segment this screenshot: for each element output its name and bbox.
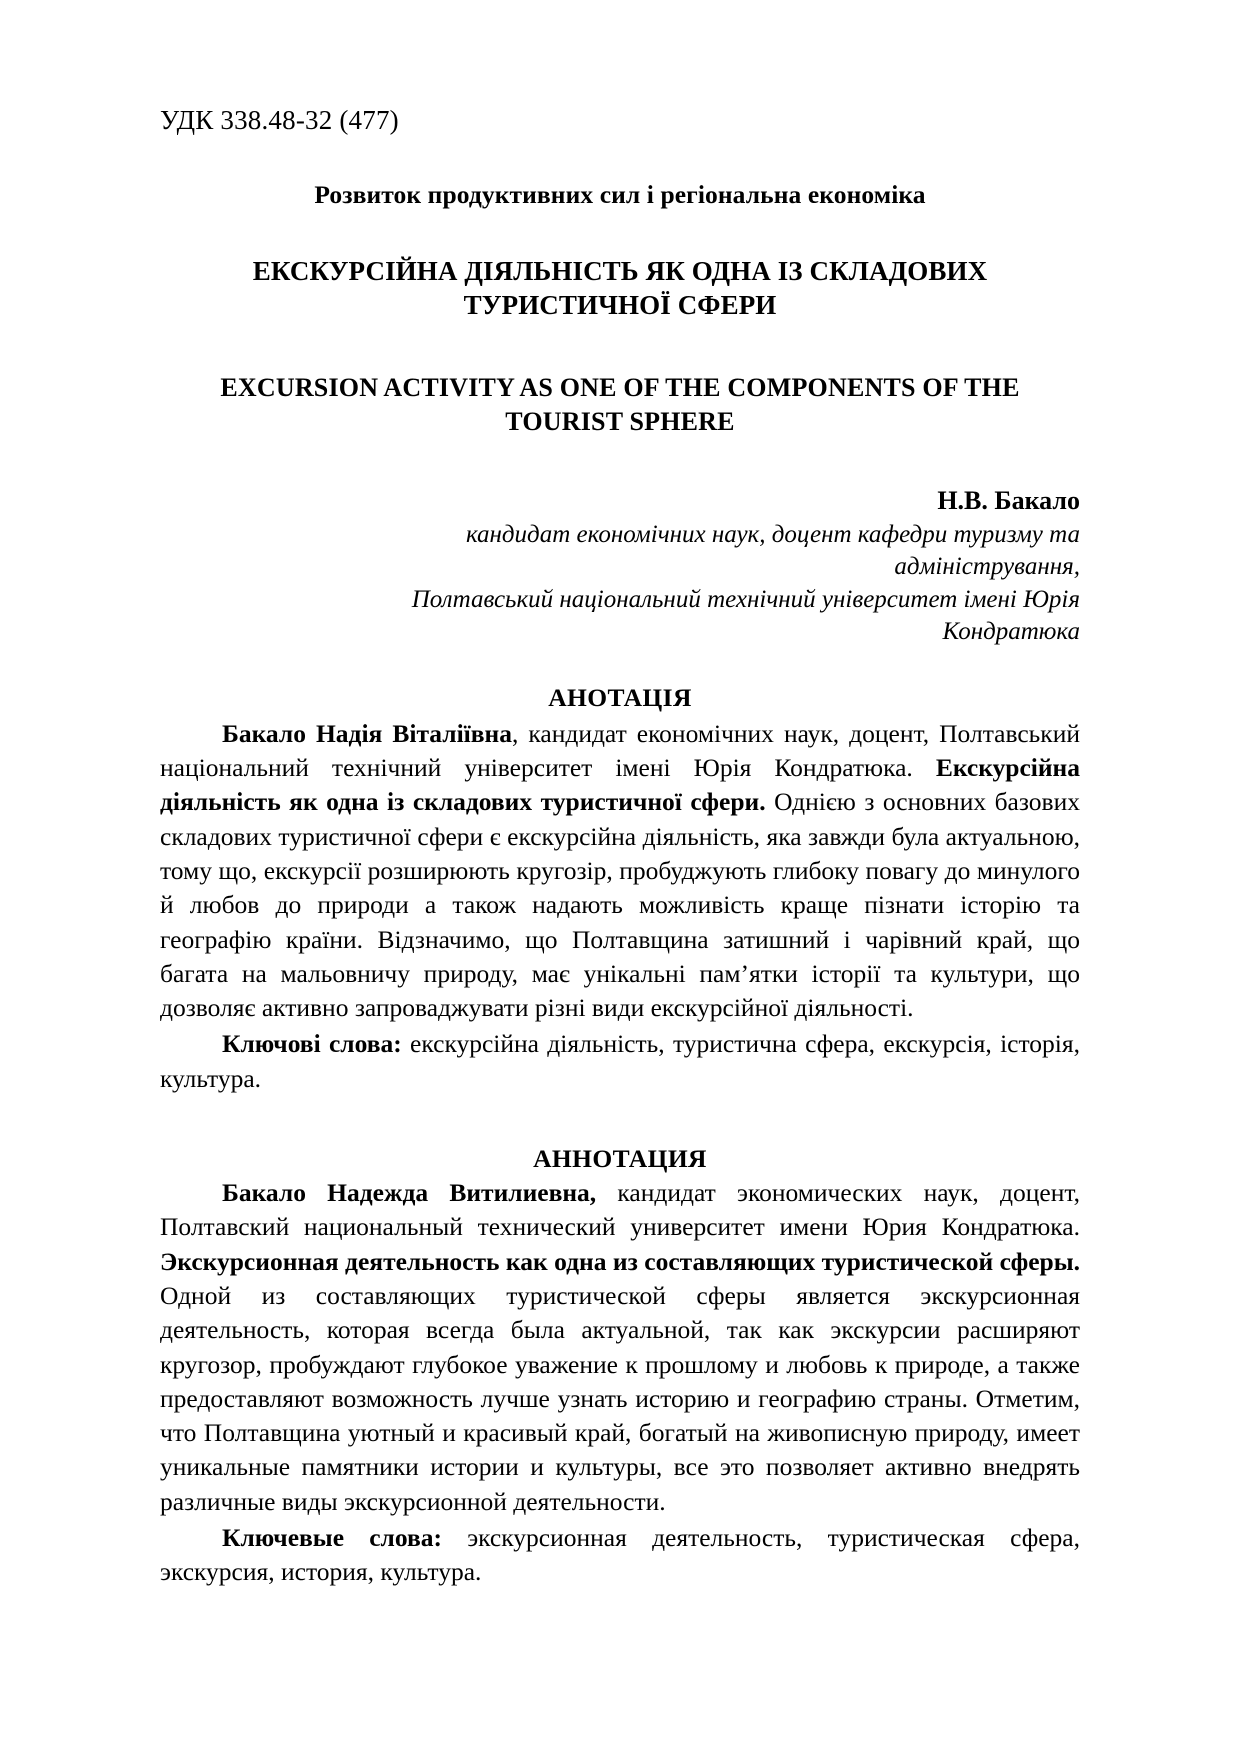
abstract-ua-text: Однією з основних базових складових туристичної сфери є екскурсійна діяльність, яка завжди була актуальною, тому що, екскурсії розширюють кругозір, пробуджують глибоку повагу до минулого й любов до природи а також надають можливість краще пізнати історію та географію країни. Відзначимо, що Полтавщина затишний і чарівний край, що багата на мальовничу природу, має унікальні пам’ятки історії та культури, що дозволяє активно запроваджувати різні види екскурсійної діяльності. <box>160 787 1080 1023</box>
abstract-russian-body <box>160 1176 1080 1519</box>
title-en-line-2: TOURIST SPHERE <box>505 406 735 436</box>
title-ua-line-1: ЕКСКУРСІЙНА ДІЯЛЬНІСТЬ ЯК ОДНА ІЗ СКЛАДОВИХ <box>252 255 988 286</box>
article-title-english <box>160 371 1080 439</box>
abstract-ua-author-details: , кандидат економічних наук, доцент, Полтавський національний технічний університет імені Юрія Кондратюка. <box>160 718 1080 783</box>
author-affiliation-line-1: Полтавський національний технічний університет імені Юрія <box>411 585 1080 613</box>
keywords-ru-label: Ключевые слова: <box>222 1522 442 1552</box>
keywords-ukrainian <box>160 1027 1080 1096</box>
article-title-ukrainian <box>160 254 1080 323</box>
abstract-ru-title: Экскурсионная деятельность как одна из составляющих туристической сферы. <box>160 1246 1080 1276</box>
udc-code: УДК 338.48-32 (477) <box>160 105 399 135</box>
abstract-ua-author-name: Бакало Надія Віталіївна <box>222 718 512 748</box>
author-role-line-2: адміністрування, <box>894 553 1080 581</box>
author-name: Н.В. Бакало <box>937 486 1080 516</box>
abstract-ua-title: Екскурсійна діяльність як одна із складових туристичної сфери. <box>160 753 1080 817</box>
keywords-ru-text: экскурсионная деятельность, туристическая сфера, экскурсия, история, культура. <box>160 1522 1080 1587</box>
keywords-russian <box>160 1521 1080 1590</box>
abstract-ru-text: Одной из составляющих туристической сферы является экскурсионная деятельность, которая всегда была актуальной, так как экскурсии расширяют кругозор, пробуждают глубокое уважение к прошлому и любовь к природе, а также предоставляют возможность лучше узнать историю и географию страны. Отметим, что Полтавщина уютный и красивый край, богатый на живописную природу, имеет уникальные памятники истории и культуры, все это позволяет активно внедрять различные виды экскурсионной деятельности. <box>160 1280 1080 1516</box>
abstract-ru-heading-text: АННОТАЦИЯ <box>533 1144 707 1174</box>
author-affiliation-line-2: Кондратюка <box>942 618 1080 646</box>
author-role-line-1: кандидат економічних наук, доцент кафедри туризму та <box>465 520 1080 548</box>
page-content <box>160 0 1080 1590</box>
abstract-ukrainian-body <box>160 717 1080 1026</box>
abstract-heading-russian <box>160 1144 1080 1174</box>
abstract-ua-heading-text: АНОТАЦІЯ <box>548 682 692 712</box>
abstract-heading-ukrainian <box>160 683 1080 713</box>
keywords-ua-label: Ключові слова: <box>222 1029 402 1059</box>
keywords-ua-text: екскурсійна діяльність, туристична сфера, екскурсія, історія, культура. <box>160 1029 1080 1093</box>
journal-section-heading: Розвиток продуктивних сил і регіональна економіка <box>314 179 926 209</box>
title-en-line-1: EXCURSION ACTIVITY AS ONE OF THE COMPONENTS OF THE <box>220 372 1020 402</box>
author-block <box>160 484 1080 648</box>
abstract-ru-author-details: кандидат экономических наук, доцент, Полтавский национальный технический университет имени Юрия Кондратюка. <box>160 1178 1080 1242</box>
title-ua-line-2: ТУРИСТИЧНОЇ СФЕРИ <box>463 290 777 321</box>
abstract-ru-author-name: Бакало Надежда Витилиевна, <box>222 1178 597 1208</box>
